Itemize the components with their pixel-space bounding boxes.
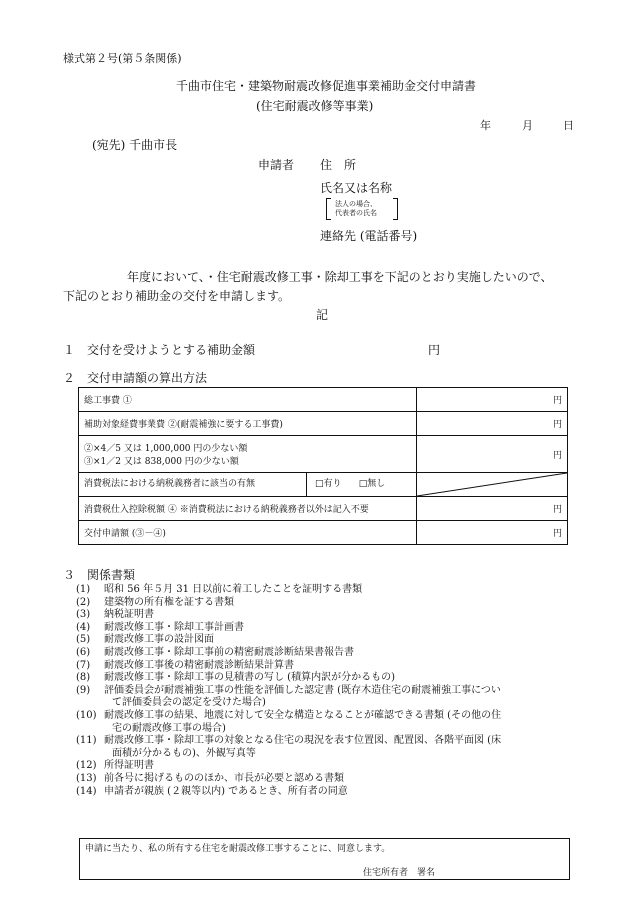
corporate-note-line2: 代表者の氏名 [335,209,377,217]
section2-heading: ２ 交付申請額の算出方法 [63,371,208,385]
diagonal-line [417,473,567,496]
document-list [76,584,576,798]
row-application-amount: 円 [417,521,568,545]
row-calculation-line2: ③×1／2 又は 838,000 円の少ない額 [84,457,239,467]
corporate-note [326,198,398,220]
row-taxpayer-question: 消費税法における納税義務者に該当の有無 [84,473,307,496]
list-item: (10) 耐震改修工事の結果、地震に対して安全な構造となることが確認できる書類 (その他の住 宅の耐震改修工事の場合) [76,709,502,734]
row-tax-deduction-label: 消費税仕入控除税額 ④ ※消費税法における納税義務者以外は記入不要 [79,497,417,521]
addressee: (宛先) 千曲市長 [92,138,178,152]
taxpayer-yes-checkbox[interactable]: □有り [315,479,342,489]
list-item: (9) 評価委員会が耐震補強工事の性能を評価した認定書 (既存木造住宅の耐震補強工事につい て評価委員会の認定を受けた場合) [76,684,501,709]
list-item: (8) 耐震改修工事・除却工事の見積書の写し (積算内訳が分かるもの) [76,672,395,684]
owner-consent-box [79,838,570,880]
corporate-note-line1: 法人の場合、 [335,200,377,208]
list-item: (6) 耐震改修工事・除却工事前の精密耐震診断結果書報告書 [76,646,354,658]
applicant-name-label: 氏名又は名称 [320,181,393,195]
taxpayer-no-checkbox[interactable]: □無し [358,479,386,489]
row-tax-deduction-amount: 円 [417,497,568,521]
section1-unit: 円 [428,343,441,357]
date-day: 日 [563,119,574,132]
section1-heading: １ 交付を受けようとする補助金額 [63,343,256,357]
row-total-cost-amount: 円 [417,388,568,412]
applicant-address-label: 住 所 [320,158,357,172]
date-year: 年 [480,119,491,132]
row-total-cost-label: 総工事費 ① [79,388,417,412]
row-calculation-amount: 円 [417,436,568,473]
date-month: 月 [522,119,533,132]
list-item: (7) 耐震改修工事後の精密耐震診断結果計算書 [76,659,294,671]
row-calculation-label [79,436,417,473]
row-eligible-cost-label: 補助対象経費事業費 ②(耐震補強に要する工事費) [79,412,417,436]
table-row [79,521,568,545]
row-taxpayer-diagonal [417,473,568,497]
list-item: (3) 納税証明書 [76,609,154,621]
owner-signature-label: 住宅所有者 署名 [363,868,436,878]
table-row [79,436,568,473]
list-item: (12) 所得証明書 [76,760,154,772]
applicant-contact-label: 連絡先 (電話番号) [320,229,418,243]
row-eligible-cost-amount: 円 [417,412,568,436]
calculation-table [78,387,568,545]
list-item: (5) 耐震改修工事の設計図面 [76,634,214,646]
table-row [79,388,568,412]
list-item: (1) 昭和 56 年５月 31 日以前に着工したことを証明する書類 [76,584,363,595]
row-taxpayer-label [79,473,417,497]
list-item: (13) 前各号に掲げるもののほか、市長が必要と認める書類 [76,772,344,784]
list-item: (2) 建築物の所有権を証する書類 [76,596,234,608]
page-subtitle: (住宅耐震改修等事業) [256,99,374,113]
body-line2: 下記のとおり補助金の交付を申請します。 [63,289,291,303]
body-line1: 年度において、・住宅耐震改修工事・除却工事を下記のとおり実施したいので、 [127,270,553,284]
table-row [79,473,568,497]
list-item: (4) 耐震改修工事・除却工事計画書 [76,621,244,633]
form-number: 様式第２号(第５条関係) [63,52,182,65]
row-calculation-line1: ②×4／5 又は 1,000,000 円の少ない額 [84,444,248,454]
ki-mark: 記 [316,308,329,322]
list-item: (11) 耐震改修工事・除却工事の対象となる住宅の現況を表す位置図、配置図、各階平面図 (床 面積が分かるもの)、外観写真等 [76,735,502,759]
applicant-label: 申請者 [258,158,295,172]
section3-heading: ３ 関係書類 [63,568,136,582]
list-item: (14) 申請者が親族 (２親等以内) であるとき、所有者の同意 [76,785,348,797]
row-application-amount-label: 交付申請額 (③－④) [79,521,417,545]
table-row [79,497,568,521]
table-row [79,412,568,436]
consent-text: 申請に当たり、私の所有する住宅を耐震改修工事することに、同意します。 [85,844,391,854]
page-title: 千曲市住宅・建築物耐震改修促進事業補助金交付申請書 [176,79,477,93]
